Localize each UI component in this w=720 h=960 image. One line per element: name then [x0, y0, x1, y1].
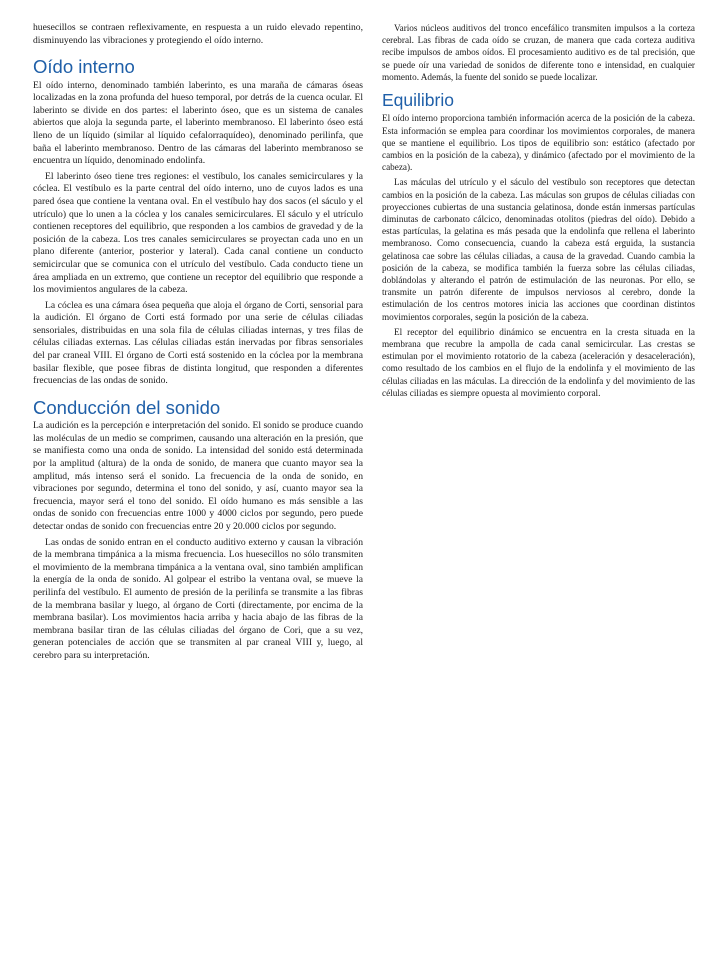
- intro-paragraph-right: Varios núcleos auditivos del tronco encefálico transmiten impulsos a la corteza cerebral. Las fibras de cada oído se cruzan, de manera que cada corteza auditiva recibe impulsos de ambos oídos. El procesamiento auditivo es de tal precisión, que se puede oír una variedad de sonidos de diferente tono e intensidad, en cualquier momento. Además, la fuente del sonido se puede localizar.: [382, 23, 695, 82]
- heading-oido-interno: Oído interno: [33, 56, 135, 78]
- right-column: [382, 22, 695, 402]
- paragraph: La cóclea es una cámara ósea pequeña que aloja el órgano de Corti, sensorial para la audición. El órgano de Corti está formado por una serie de células ciliadas sensoriales, distribuidas en una sola fila de células ciliadas internas, y tres filas de células ciliadas externas. Las células ciliadas están inervadas por fibras sensoriales del par craneal VIII. El órgano de Corti está sostenido en la cóclea por la membrana basilar flexible, que posee fibras de distinta longitud, que responden a diferentes frecuencias de las ondas de sonido.: [33, 299, 363, 387]
- paragraph: Las ondas de sonido entran en el conducto auditivo externo y causan la vibración de la membrana timpánica a la misma frecuencia. Los huesecillos no sólo transmiten el movimiento de la membrana timpánica a la ventana oval, sino también amplifican la energía de la onda de sonido. Al golpear el estribo la ventana oval, se mueve la perilinfa del vestíbulo. El aumento de presión de la perilinfa se transmite a las fibras de la membrana basilar y luego, al órgano de Corti (directamente, por encima de la membrana basilar). Los movimientos hacia arriba y hacia abajo de las fibras de la membrana basilar tiran de las células ciliadas del órgano de Cori, que a su vez, generan potenciales de acción que se transmiten al par craneal VIII y, luego, al cerebro para su interpretación.: [33, 536, 363, 661]
- heading-conduccion-sonido: Conducción del sonido: [33, 396, 221, 418]
- left-column: [33, 22, 363, 666]
- paragraph: Las máculas del utrículo y el sáculo del vestíbulo son receptores que detectan cambios en la posición de la cabeza. Las máculas son grupos de células ciliadas con proyecciones cubiertas de una sustancia gelatinosa, donde están inmersas partículas diminutas de carbonato cálcico, denominadas otolitos (piedras del oído). Debido a estas partículas, la gelatina es más pesada que la endolinfa que rellena el laberinto membranoso. Como consecuencia, cuando la cabeza está erguida, la sustancia gelatinosa cae sobre las células ciliadas, a causa de la gravedad. Cuando cambia la posición de la cabeza, se modifica también la fuerza sobre las células ciliadas, doblándolas y alterando el patrón de estimulación de las neuronas. Por ello, se transmite un patrón diferente de impulsos nerviosos al cerebro, donde la estimulación de los centros motores inicia las acciones que coordinan distintos movimientos corporales, según la posición de la cabeza.: [382, 177, 695, 322]
- intro-paragraph-left: huesecillos se contraen reflexivamente, en respuesta a un ruido elevado repentino, disminuyendo las vibraciones y protegiendo el oído interno.: [33, 22, 363, 46]
- paragraph: El laberinto óseo tiene tres regiones: el vestíbulo, los canales semicirculares y la cóclea. El vestíbulo es la parte central del oído interno, uno de cuyos lados es una pared ósea que contiene la ventana oval. En el vestíbulo hay dos sacos (el sáculo y el utrículo) que lo unen a la cóclea y los canales semicirculares. El sáculo y el utrículo contienen receptores del equilibrio, que responden a los cambios de gravedad y de la posición de la cabeza. Los tres canales semicirculares se proyectan cada uno en un plano diferente (anterior, posterior y lateral). Cada canal contiene un conducto semicircular que se comunica con el utrículo del vestíbulo. Cada conducto tiene un área ampliada en un extremo, que contiene un receptor del equilibrio que responde a los movimientos angulares de la cabeza.: [33, 170, 363, 296]
- paragraph: El receptor del equilibrio dinámico se encuentra en la cresta situada en la membrana que recubre la ampolla de cada canal semicircular. Las crestas se estimulan por el movimiento rotatorio de la cabeza (aceleración y desaceleración), como resultado de los cambios en el flujo de la endolinfa y el movimiento de las células ciliadas en las máculas. La dirección de la endolinfa y del movimiento de las células ciliadas es siempre opuesta al movimiento corporal.: [382, 326, 695, 398]
- paragraph: El oído interno proporciona también información acerca de la posición de la cabeza. Esta información se emplea para coordinar los movimientos corporales, de manera que se mantiene el equilibrio. Los tipos de equilibrio son: estático (afectado por cambios en la posición de la cabeza), y dinámico (afectado por el movimiento de la cabeza).: [382, 113, 695, 173]
- paragraph: El oído interno, denominado también laberinto, es una maraña de cámaras óseas localizadas en la zona profunda del hueso temporal, por detrás de la cuenca ocular. El laberinto se divide en dos partes: el laberinto óseo, que es un sistema de canales abiertos que aloja la segunda parte, el laberinto membranoso. El laberinto óseo está lleno de un líquido (similar al líquido cefalorraquídeo), denominado perilinfa, que baña el laberinto membranoso. Dentro de las cámaras del laberinto membranoso se encuentra un líquido, denominado endolinfa.: [33, 79, 363, 167]
- paragraph: La audición es la percepción e interpretación del sonido. El sonido se produce cuando las moléculas de un medio se comprimen, causando una alteración en la presión, que se manifiesta como una onda de sonido. La intensidad del sonido está determinada por la amplitud (altura) de la onda de sonido, de manera que cuanto mayor sea la amplitud, más intenso será el sonido. La frecuencia de la onda de sonido, en vibraciones por segundo, determina el tono del sonido, y así, cuanto mayor sea la frecuencia, mayor será el tono del sonido. El oído humano es más sensible a las ondas de sonido con frecuencias entre 1000 y 4000 ciclos por segundo, pero puede detectar ondas de sonido con frecuencias entre 20 y 20.000 ciclos por segundo.: [33, 420, 363, 533]
- heading-equilibrio: Equilibrio: [382, 90, 454, 111]
